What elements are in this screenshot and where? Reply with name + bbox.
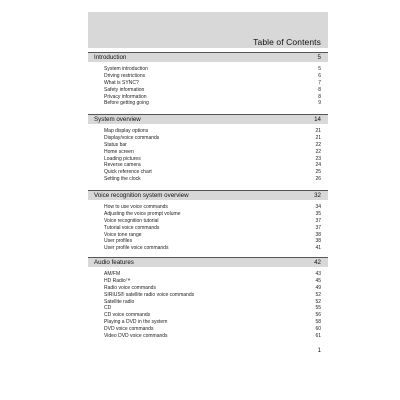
page-number: 1 — [317, 348, 321, 354]
toc-entry-label: Before getting going — [104, 100, 149, 107]
toc-entry — [88, 299, 328, 306]
toc-entry-page: 52 — [315, 291, 321, 298]
toc-entry-page: 25 — [315, 169, 321, 176]
toc-entry-label: Loading pictures — [104, 155, 141, 162]
toc-entry — [88, 204, 328, 211]
toc-entry-label: Privacy information — [104, 93, 147, 100]
toc-entry-label: Reverse camera — [104, 162, 141, 169]
toc-entry-page: 60 — [315, 326, 321, 333]
toc-entry — [88, 238, 328, 245]
toc-entry — [88, 245, 328, 252]
section-title: Voice recognition system overview — [94, 192, 189, 199]
toc-entry — [88, 278, 328, 285]
toc-entry — [88, 211, 328, 218]
toc-entry-label: Driving restrictions — [104, 72, 146, 79]
toc-entry-page: 9 — [318, 100, 321, 107]
toc-entry-page: 24 — [315, 162, 321, 169]
toc-section — [88, 190, 328, 252]
toc-entry — [88, 312, 328, 319]
toc-entry-label: User profile voice commands — [104, 245, 169, 252]
section-header — [88, 114, 328, 124]
toc-entry — [88, 319, 328, 326]
toc-entry — [88, 232, 328, 239]
section-header — [88, 190, 328, 200]
toc-entry-label: What is SYNC? — [104, 79, 139, 86]
toc-entry-label: Voice tone range — [104, 231, 142, 238]
toc-entry-label: CD — [104, 305, 112, 312]
toc-entry-label: Display/voice commands — [104, 134, 160, 141]
toc-entry-page: 35 — [315, 210, 321, 217]
toc-entry — [88, 326, 328, 333]
toc-entry-page: 43 — [315, 271, 321, 277]
toc-entry-label: User profiles — [104, 238, 133, 245]
toc-entry-label: Safety information — [104, 86, 145, 93]
toc-entry-label: DVD voice commands — [104, 326, 154, 333]
toc-entry — [88, 156, 328, 163]
section-title: System overview — [94, 116, 141, 123]
toc-entry-page: 38 — [315, 231, 321, 238]
toc-entry-label: System introduction — [104, 66, 148, 72]
toc-entry — [88, 162, 328, 169]
section-page-number: 42 — [314, 259, 321, 266]
toc-entry-page: 37 — [315, 224, 321, 231]
toc-entry-page: 7 — [318, 79, 321, 86]
toc-entry-label: Tutorial voice commands — [104, 224, 160, 231]
toc-entry-label: How to use voice commands — [104, 204, 168, 210]
section-header — [88, 52, 328, 62]
toc-entry — [88, 100, 328, 107]
toc-entry-page: 21 — [315, 128, 321, 134]
toc-entry — [88, 333, 328, 340]
toc-entry-page: 41 — [315, 245, 321, 252]
toc-section — [88, 52, 328, 107]
toc-entry — [88, 271, 328, 278]
toc-entry — [88, 66, 328, 73]
toc-entry-label: SIRIUS® satellite radio voice commands — [104, 291, 195, 298]
toc-entry-label: Playing a DVD in the system — [104, 319, 168, 326]
section-title: Introduction — [94, 54, 127, 61]
toc-entry — [88, 218, 328, 225]
toc-entry — [88, 94, 328, 101]
toc-entry-page: 6 — [318, 72, 321, 79]
toc-entry-label: Voice recognition tutorial — [104, 217, 159, 224]
section-header — [88, 257, 328, 267]
toc-entry-page: 37 — [315, 217, 321, 224]
toc-entry — [88, 169, 328, 176]
toc-entry — [88, 87, 328, 94]
toc-entry-page: 21 — [315, 134, 321, 141]
toc-entry-page: 26 — [315, 176, 321, 183]
toc-entry-page: 45 — [315, 277, 321, 284]
toc-entry — [88, 142, 328, 149]
toc-section — [88, 257, 328, 340]
toc-entry-page: 23 — [315, 155, 321, 162]
toc-entry-label: Map display options — [104, 128, 149, 134]
toc-entry-page: 38 — [315, 238, 321, 245]
toc-entry-page: 49 — [315, 284, 321, 291]
page-title: Table of Contents — [253, 37, 321, 47]
toc-entry-page: 61 — [315, 333, 321, 340]
toc-entry — [88, 305, 328, 312]
toc-entry — [88, 73, 328, 80]
toc-entry-page: 8 — [318, 93, 321, 100]
toc-entry-label: HD Radio™ — [104, 277, 131, 284]
toc-entry — [88, 128, 328, 135]
toc-entry — [88, 225, 328, 232]
toc-entry — [88, 149, 328, 156]
toc-entry-label: AM/FM — [104, 271, 121, 277]
header-band — [88, 12, 328, 48]
toc-entry — [88, 135, 328, 142]
toc-section — [88, 114, 328, 183]
section-page-number: 32 — [314, 192, 321, 199]
toc-entry-page: 34 — [315, 204, 321, 210]
toc-entry-page: 5 — [318, 66, 321, 72]
section-page-number: 14 — [314, 116, 321, 123]
toc-entry-label: Quick reference chart — [104, 169, 152, 176]
toc-entry — [88, 176, 328, 183]
toc-entry-page: 8 — [318, 86, 321, 93]
toc-entry-page: 58 — [315, 319, 321, 326]
section-title: Audio features — [94, 259, 134, 266]
toc-entry-page: 52 — [315, 298, 321, 305]
toc-entry-page: 22 — [315, 141, 321, 148]
toc-entry-label: Setting the clock — [104, 176, 141, 183]
toc-entry-label: Video DVD voice commands — [104, 333, 168, 340]
toc-entry — [88, 292, 328, 299]
toc-entry-label: Adjusting the voice prompt volume — [104, 210, 181, 217]
toc-entry-label: Radio voice commands — [104, 284, 156, 291]
toc-entry-page: 22 — [315, 148, 321, 155]
toc-entry-page: 55 — [315, 305, 321, 312]
toc-entry-page: 56 — [315, 312, 321, 319]
toc-entry — [88, 285, 328, 292]
toc-entry — [88, 80, 328, 87]
toc-entry-label: Satellite radio — [104, 298, 135, 305]
toc-entry-label: Status bar — [104, 141, 127, 148]
toc-entry-label: Home screen — [104, 148, 134, 155]
document-page — [88, 12, 328, 388]
section-page-number: 5 — [317, 54, 321, 61]
toc-entry-label: CD voice commands — [104, 312, 151, 319]
